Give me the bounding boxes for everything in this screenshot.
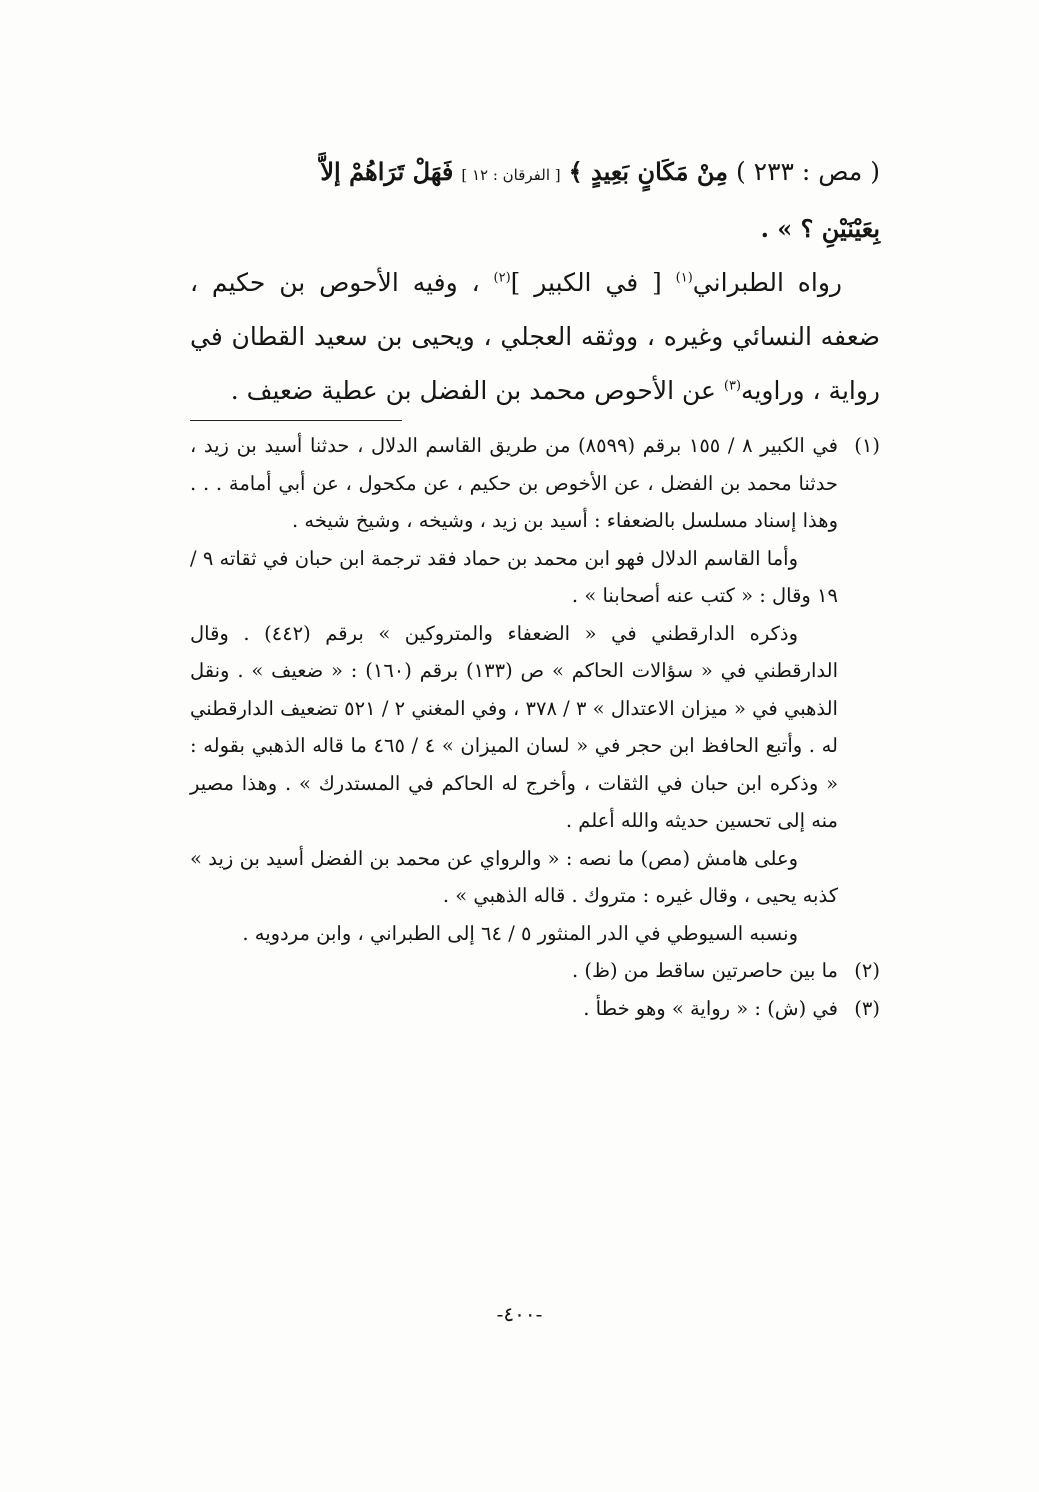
footnote-2: [190, 952, 880, 990]
footnote-number: (١): [854, 434, 880, 457]
quote-line: [190, 145, 880, 202]
page-number: -٤٠٠-: [496, 1302, 543, 1326]
footnote-text: في (ش) : « رواية » وهو خطأ .: [583, 996, 838, 1020]
footnote-ref-1: (١): [675, 270, 693, 286]
footnote-paragraph: وعلى هامش (مص) ما نصه : « والرواي عن محمد بن الفضل أسيد بن زيد » كذبه يحيى ، وقال غيره : متروك . قاله الذهبي » .: [190, 846, 838, 907]
footnote-paragraph: ونسبه السيوطي في الدر المنثور ٥ / ٦٤ إلى الطبراني ، وابن مردويه .: [242, 921, 798, 945]
quote-source-ref: ( مص : ٢٣٣ ): [735, 157, 880, 186]
main-paragraph: [190, 256, 880, 418]
text-run: ، وفيه الأحوص بن حكيم ، ضعفه النسائي وغيره ، ووثقه العجلي ، ويحيى بن سعيد القطان في رواية ، وراويه: [190, 268, 880, 405]
surah-ref: [ الفرقان : ١٢ ]: [461, 166, 561, 184]
footnote-separator: [190, 420, 402, 421]
quote-end: بِعَيْنَيْنِ ؟ » .: [760, 214, 880, 243]
footnote-number: (٣): [854, 996, 880, 1020]
footnote-1: [190, 427, 880, 540]
footnote-text: ما بين حاصرتين ساقط من (ظ) .: [571, 959, 838, 982]
footnote-ref-2: (٢): [493, 270, 511, 286]
footnote-paragraph: وأما القاسم الدلال فهو ابن محمد بن حماد فقد ترجمة ابن حبان في ثقاته ٩ / ١٩ وقال : « كتب عنه أصحابنا » .: [190, 546, 838, 607]
quran-text-b: فَهَلْ تَرَاهُمْ إلاَّ: [320, 157, 454, 186]
text-run: عن الأحوص محمد بن الفضل بن عطية ضعيف .: [230, 376, 724, 405]
text-run: [ في الكبير ]: [510, 268, 676, 297]
footnote-number: (٢): [854, 959, 880, 982]
text-run: رواه الطبراني: [692, 268, 842, 297]
page-body: [190, 145, 880, 1027]
footnotes: [190, 427, 880, 1027]
footnote-text: في الكبير ٨ / ١٥٥ برقم (٨٥٩٩) من طريق القاسم الدلال ، حدثنا أسيد بن زيد ، حدثنا محمد بن الفضل ، عن الأخوص بن حكيم ، عن مكحول ، عن أبي أمامة . . . وهذا إسناد مسلسل بالضعفاء : أسيد بن زيد ، وشيخه ، وشيخ شيخه .: [190, 434, 838, 532]
footnote-3: [190, 990, 880, 1028]
footnote-paragraph: وذكره الدارقطني في « الضعفاء والمتروكين » برقم (٤٤٢) . وقال الدارقطني في « سؤالات الحاكم » ص (١٣٣) برقم (١٦٠) : « ضعيف » . ونقل الذهبي في « ميزان الاعتدال » ٣ / ٣٧٨ ، وفي المغني ٢ / ٥٢١ تضعيف الدارقطني له . وأتبع الحافظ ابن حجر في « لسان الميزان » ٤ / ٤٦٥ ما قاله الذهبي بقوله : « وذكره ابن حبان في الثقات ، وأخرج له الحاكم في المستدرك » . وهذا مصير منه إلى تحسين حديثه والله أعلم .: [190, 621, 839, 832]
main-text: [190, 145, 880, 418]
quran-text-a: مِنْ مَكَانٍ بَعِيدٍ ﴾: [568, 157, 728, 186]
quote-line-end: [190, 202, 880, 256]
footnote-ref-3: (٣): [723, 378, 742, 394]
